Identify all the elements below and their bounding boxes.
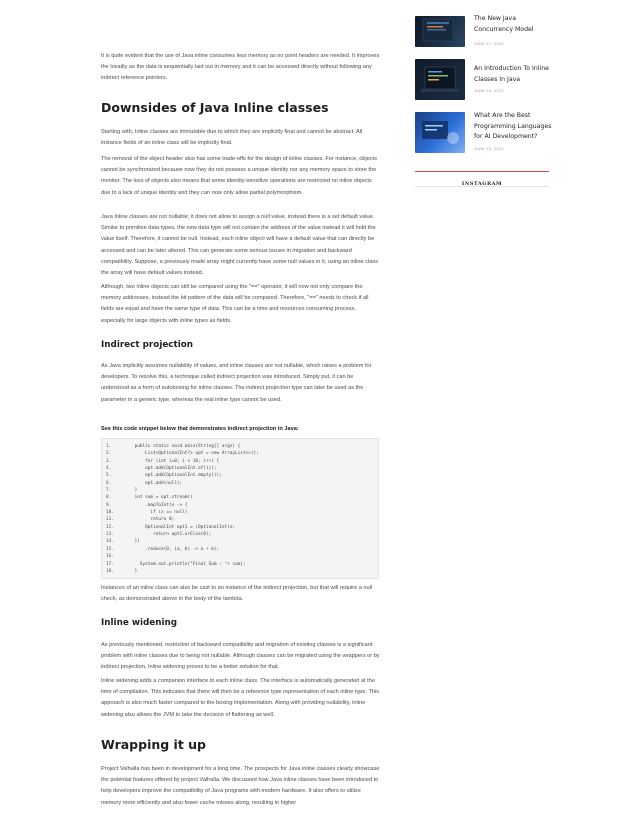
code-line: [106, 546, 378, 553]
post-thumbnail[interactable]: [415, 59, 465, 100]
code-line-number: 7.: [106, 488, 112, 494]
code-line-number: 4.: [106, 466, 112, 472]
widening-paragraph-1: As previously mentioned, restriction of backward compatibility and migration of existing classes is a significant problem with inline classes due to being not nullable. Although classes can be migrated using the wrappers or by indirect projection, Inline widening proves to be a better solution for that.: [101, 642, 380, 671]
downsides-paragraph-1: Starting with, Inline classes are immutable due to which they are implicitly final and cannot be abstract. All instance fields of an inline class will be implicitly final.: [101, 129, 363, 147]
code-line-number: 2.: [106, 451, 112, 457]
code-line-text: if (x == null): [124, 510, 188, 516]
after-code-paragraph: Instances of an inline class can also be cast to an instance of the indirect projection, but that will require a null check, as demonstrated above in the body of the lambda.: [101, 585, 373, 603]
instagram-widget-header: [415, 171, 549, 187]
post-title[interactable]: What Are the Best Programming Languages for AI Development?: [474, 112, 552, 140]
code-line-number: 10.: [106, 510, 114, 516]
code-line-number: 8.: [106, 495, 112, 501]
post-thumbnail[interactable]: [415, 16, 465, 47]
code-line: [106, 524, 378, 531]
code-line-text: }: [124, 488, 138, 494]
post-date: JUNE 16, 2022: [474, 89, 504, 93]
code-line: [106, 472, 378, 479]
code-line-text: List<OptionalInt?> opt = new ArrayList<>();: [124, 451, 259, 457]
code-line-number: 14.: [106, 539, 114, 545]
post-title[interactable]: The New Java Concurrency Model: [474, 15, 534, 33]
wrapping-paragraph: Project Valhalla has been in development for a long time. The prospects for Java inline classes clearly showcase the potential features offered by project Valhalla. We discussed how Java inline classes have been introduced to help developers improve the compatibility of Java programs with modern hardware. It also offers to utilize memory more efficiently and also fewer cache misses along, resulting in higher: [101, 766, 380, 806]
code-line-number: 15.: [106, 546, 114, 552]
code-line-number: 16.: [106, 554, 114, 560]
code-line-text: .reduce(0, (a, b) -> a + b);: [124, 546, 220, 552]
post-thumbnail[interactable]: [415, 112, 465, 153]
code-line-text: for (int i=0; i < 10; i++) {: [124, 458, 220, 464]
code-line-text: opt.add(null);: [124, 480, 183, 486]
code-line-number: 17.: [106, 561, 114, 567]
code-line-text: int sum = opt.stream(): [124, 495, 193, 501]
indirect-projection-heading: Indirect projection: [101, 340, 194, 350]
code-line: [106, 465, 378, 472]
code-line: [106, 458, 378, 465]
code-snippet: [101, 438, 379, 579]
indirect-paragraph: As Java implicitly assumes nullability of values, and inline classes are not nullable, which raises a problem for developers. To resolve this, a technique called indirect projection was introduced. Simply put, it can be understood as a form of autoboxing for inline classes. The indirect projection type can later be used as the parameter in a generic type, whereas the real inline type cannot be used.: [101, 363, 372, 403]
code-line-number: 5.: [106, 473, 112, 479]
code-line: [106, 487, 378, 494]
code-line: [106, 538, 378, 545]
code-line-text: }): [124, 539, 140, 545]
wrapping-heading: Wrapping it up: [101, 737, 207, 752]
code-line-text: opt.add(OptionalInt.empty());: [124, 473, 222, 479]
code-line: [106, 480, 378, 487]
inline-widening-heading: Inline widening: [101, 618, 178, 628]
widening-paragraph-2: Inline widening adds a companion interface to each inline class. The interface is automatically generated at the time of compilation. This indicates that there will then be a reference type representation of each inline type. This approach is also much faster compared to the boxing implementation. Along with providing nullability, inline widening also allows the JVM to take the decision of flattening as well.: [101, 678, 380, 718]
code-line-text: return 0;: [124, 517, 175, 523]
code-line-text: System.out.println("Final Sum : "+ sum);: [124, 561, 246, 567]
post-date: JUNE 16, 2022: [474, 147, 504, 151]
code-line: [106, 568, 378, 575]
post-date: JUNE 17, 2022: [474, 42, 504, 46]
post-title[interactable]: An Introduction To Inline Classes In Java: [474, 65, 549, 83]
code-line: [106, 553, 378, 560]
instagram-label: INSTAGRAM: [461, 181, 503, 187]
code-line-number: 6.: [106, 480, 112, 486]
code-line: [106, 443, 378, 450]
downsides-paragraph-2: The removal of the object header also has some trade-offs for the design of inline classes. For instance, objects cannot be synchronized because now they do not possess a unique identity nor any memory space to store the monitor. The loss of objects also means that some identity-sensitive operations are restricted on inline objects due to a lack of unique identity and they can now only allow partial polymorphism.: [101, 156, 378, 196]
code-line: [106, 502, 378, 509]
code-line-number: 11.: [106, 517, 114, 523]
code-line-text: return opt1.orElse(0);: [124, 532, 212, 538]
code-line-text: OptionalInt opt1 = (OptionalInt)x;: [124, 524, 236, 530]
snippet-lead: See this code snippet below that demonstrates indirect projection in Java:: [101, 426, 299, 432]
code-line-text: public static void main(String[] args) {: [124, 444, 241, 449]
code-line-text: }: [124, 568, 138, 574]
code-line: [106, 561, 378, 568]
code-line-number: 18.: [106, 568, 114, 574]
code-line: [106, 531, 378, 538]
downsides-paragraph-3: Java Inline classes are not nullable; it does not allow to assign a null value, instead there is a set default value. Similar to primitive data types, the new data type will not contain the address of the value instead it will hold the value itself. Therefore, it cannot be null. Instead, each inline object will have a default value that can directly be accessed and can be later altered. This can generate some serious issues in migration and backward compatibility. Suppose, a previously made array might currently have some null values in it, using an inline class the array will have default values instead.: [101, 214, 378, 277]
code-line-number: 12.: [106, 524, 114, 530]
code-line-number: 13.: [106, 532, 114, 538]
code-line-number: 9.: [106, 502, 112, 508]
code-line: [106, 494, 378, 501]
code-line-number: 1.: [106, 444, 112, 449]
code-line: [106, 516, 378, 523]
code-line-text: opt.add(OptionalInt.of(i));: [124, 466, 217, 472]
downsides-paragraph-4: Although, two inline objects can still be compared using the "==" operator, it will now not only compare the memory addresses, instead the bit pattern of the data will be compared. Therefore, "==" needs to check if all fields are equal and have the same type of data. This can be a time and resources consuming process, especially for large objects with inline types as fields.: [101, 284, 369, 324]
code-line-text: .mapToInt(x -> {: [124, 502, 188, 508]
code-line-number: 3.: [106, 458, 112, 464]
code-line: [106, 450, 378, 457]
downsides-heading: Downsides of Java Inline classes: [101, 100, 329, 115]
intro-paragraph: It is quite evident that the use of Java inline consumes less memory as no point headers are needed. It improves the locality as the data is sequentially laid out in memory and it can be accessed directly without following any indirect reference pointers.: [101, 53, 380, 82]
code-line: [106, 509, 378, 516]
